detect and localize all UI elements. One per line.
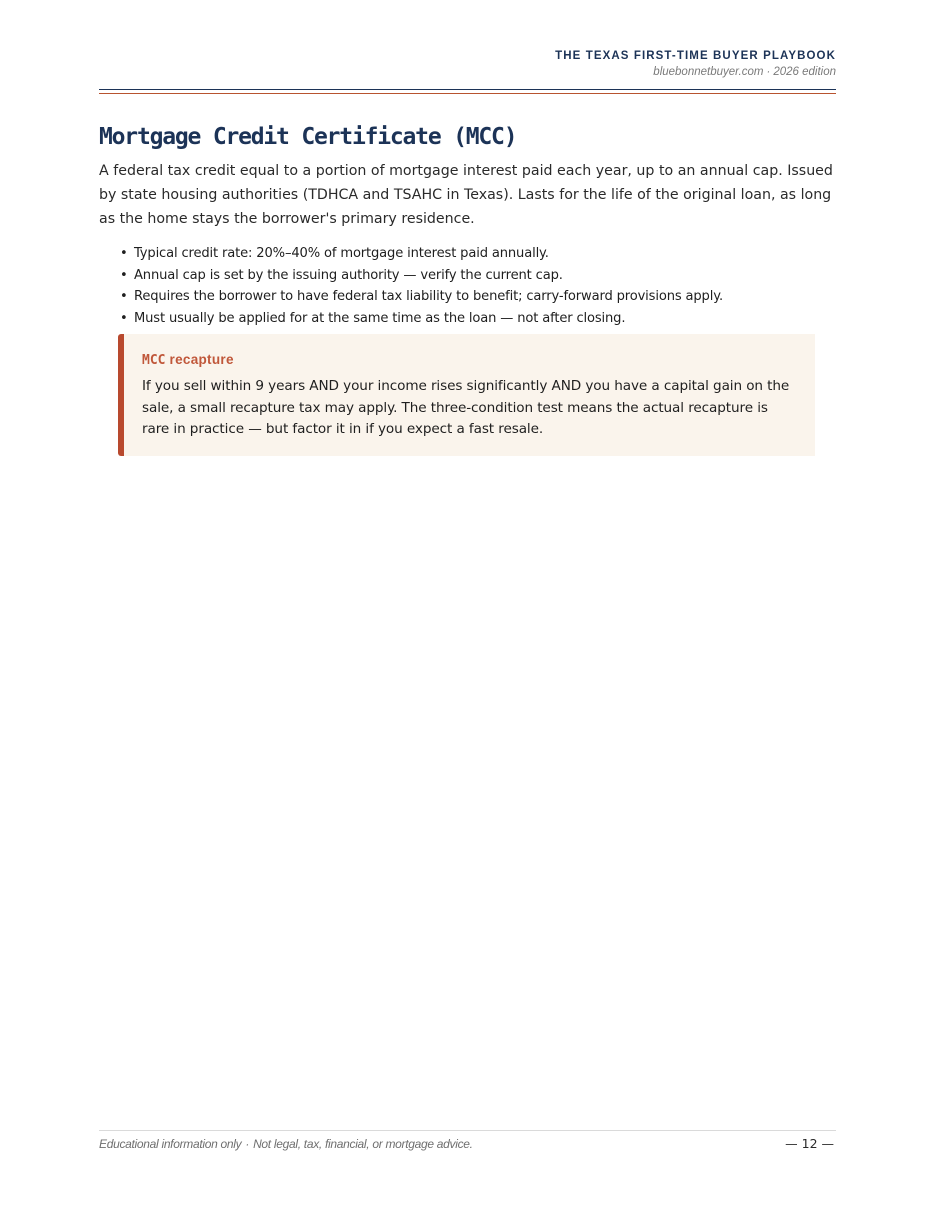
callout-title-acronym: MCC (142, 353, 166, 368)
section-title: Mortgage Credit Certificate (MCC) (99, 124, 517, 150)
bullet-marker: • (120, 246, 128, 261)
recapture-callout (118, 334, 815, 456)
footer-rule (99, 1130, 836, 1131)
list-item-text: Requires the borrower to have federal tax liability to benefit; carry-forward provisions apply. (134, 289, 723, 304)
header-rule (99, 89, 836, 90)
disclaimer-part-2: Not legal, tax, financial, or mortgage advice. (253, 1137, 473, 1151)
header-separator: · (766, 66, 771, 78)
list-item (120, 243, 836, 265)
edition-label: 2026 edition (773, 66, 836, 78)
list-item (120, 265, 836, 287)
list-item-text: Annual cap is set by the issuing authority — verify the current cap. (134, 267, 563, 283)
footer-disclaimer (99, 1136, 473, 1152)
list-item-text: Typical credit rate: 20%–40% of mortgage interest paid annually. (134, 246, 549, 261)
list-item (120, 286, 836, 308)
list-item-text: Must usually be applied for at the same time as the loan — not after closing. (134, 310, 626, 326)
disclaimer-part-1: Educational information only (99, 1137, 242, 1151)
publication-subtitle (555, 64, 836, 80)
bullet-marker: • (120, 289, 128, 304)
header-accent-rule (99, 93, 836, 94)
callout-title (142, 350, 795, 371)
page-number: — 12 — (785, 1136, 834, 1151)
running-header (555, 48, 836, 80)
list-item (120, 308, 836, 330)
intro-paragraph: A federal tax credit equal to a portion of mortgage interest paid each year, up to an annual cap. Issued by state housing authorities (TDHCA and TSAHC in Texas). Lasts for the life of the original loan, as long as the home stays the borrower's primary residence. (99, 163, 833, 227)
callout-title-rest: recapture (165, 352, 234, 367)
bullet-marker: • (120, 267, 128, 283)
footer-separator: · (245, 1137, 250, 1151)
publication-title: THE TEXAS FIRST-TIME BUYER PLAYBOOK (555, 50, 836, 62)
document-page (99, 0, 836, 1210)
site-name: bluebonnetbuyer.com (653, 66, 764, 78)
bullet-marker: • (120, 310, 128, 326)
callout-body: If you sell within 9 years AND your income rises significantly AND you have a capital gain on the sale, a small recapture tax may apply. The three-condition test means the actual recapture is rare in practice — but factor it in if you expect a fast resale. (142, 378, 790, 437)
bullet-list (120, 243, 836, 329)
